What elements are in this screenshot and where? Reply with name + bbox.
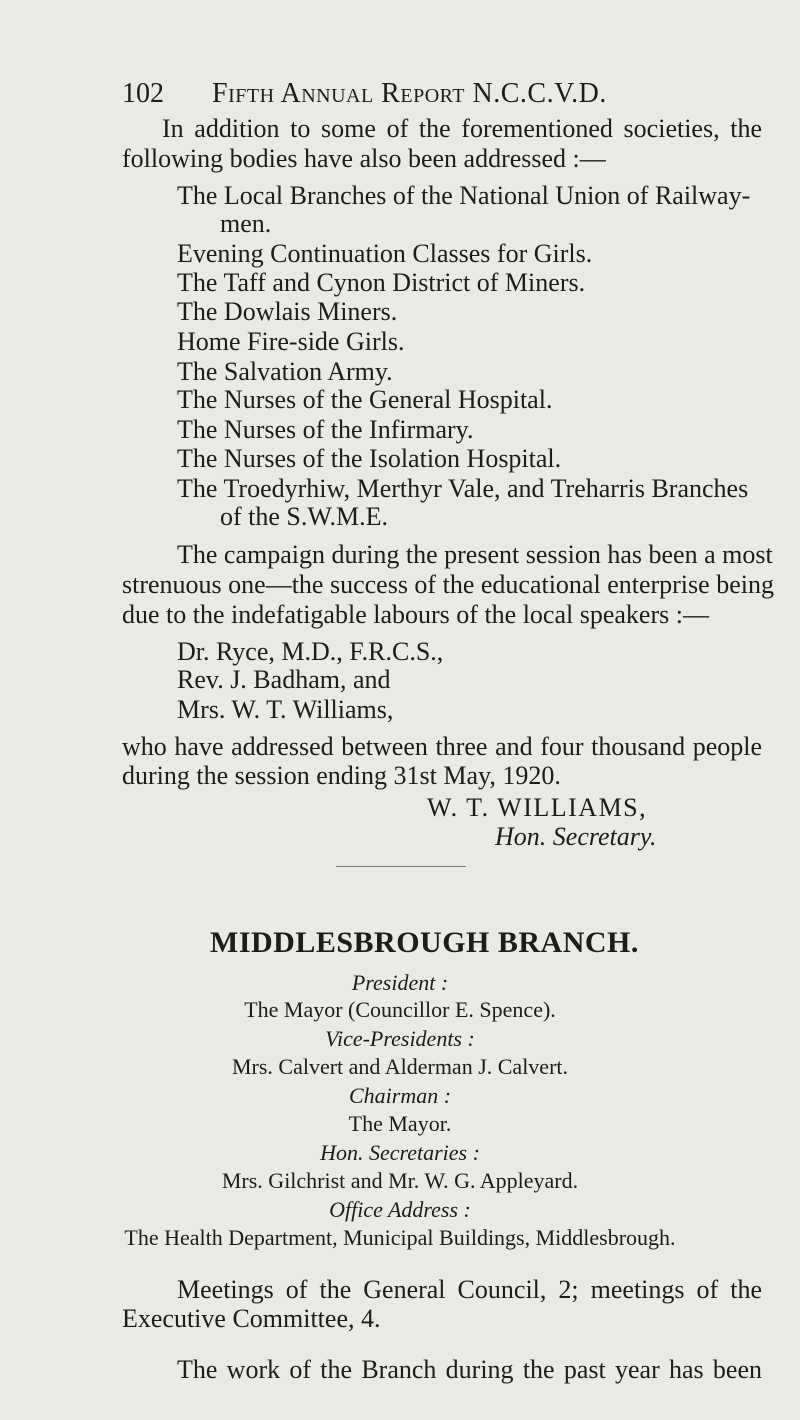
vice-presidents-label: Vice-Presidents : <box>325 1026 475 1051</box>
office-address: The Health Department, Municipal Buildings, Middlesbrough. <box>124 1225 676 1250</box>
running-title: Fifth Annual Report N.C.C.V.D. <box>212 78 607 109</box>
body-list-item: The Nurses of the Isolation Hospital. <box>177 444 562 473</box>
speaker-name: Rev. J. Badham, and <box>177 665 391 694</box>
vice-presidents-names: Mrs. Calvert and Alderman J. Calvert. <box>231 1054 569 1079</box>
body-list-item: The Dowlais Miners. <box>177 297 398 326</box>
office-address-label: Office Address : <box>329 1197 471 1222</box>
secretaries-names: Mrs. Gilchrist and Mr. W. G. Appleyard. <box>221 1168 579 1193</box>
body-list-item: The Nurses of the General Hospital. <box>177 385 553 414</box>
body-list-item: The Salvation Army. <box>177 357 393 386</box>
body-list-item: Home Fire-side Girls. <box>177 327 405 356</box>
meetings-line: Executive Committee, 4. <box>122 1304 381 1333</box>
branch-heading: MIDDLESBROUGH BRANCH. <box>210 926 639 959</box>
president-name: The Mayor (Councillor E. Spence). <box>244 997 556 1022</box>
body-list-item: Evening Continuation Classes for Girls. <box>177 239 593 268</box>
speaker-name: Mrs. W. T. Williams, <box>177 695 394 724</box>
addressed-line: during the session ending 31st May, 1920. <box>122 761 561 790</box>
signature-title: Hon. Secretary. <box>495 822 657 851</box>
body-list-item: The Troedyrhiw, Merthyr Vale, and Treharris Branches <box>177 474 749 503</box>
chairman-name: The Mayor. <box>348 1111 452 1136</box>
body-list-item: The Taff and Cynon District of Miners. <box>177 268 586 297</box>
campaign-line: due to the indefatigable labours of the local speakers :— <box>122 600 709 629</box>
secretaries-label: Hon. Secretaries : <box>320 1140 480 1165</box>
addressed-line: who have addressed between three and four thousand people <box>122 732 762 761</box>
campaign-line: strenuous one—the success of the educational enterprise being <box>122 570 774 599</box>
body-list-item: of the S.W.M.E. <box>220 502 389 531</box>
president-label: President : <box>351 970 449 995</box>
meetings-line: Meetings of the General Council, 2; meetings of the <box>177 1275 762 1304</box>
body-list-item: The Nurses of the Infirmary. <box>177 415 474 444</box>
campaign-line: The campaign during the present session has been a most <box>177 540 773 569</box>
body-list-item: men. <box>220 209 272 238</box>
chairman-label: Chairman : <box>348 1083 452 1108</box>
body-list-item: The Local Branches of the National Union of Railway- <box>177 181 751 210</box>
work-paragraph-line: The work of the Branch during the past year has been <box>177 1355 762 1384</box>
speaker-name: Dr. Ryce, M.D., F.R.C.S., <box>177 637 444 666</box>
intro-line: following bodies have also been addressed :— <box>122 144 606 173</box>
section-divider <box>336 866 466 867</box>
page-number: 102 <box>122 78 164 109</box>
intro-line: In addition to some of the forementioned societies, the <box>162 114 762 143</box>
signature-name: W. T. WILLIAMS, <box>427 793 648 822</box>
